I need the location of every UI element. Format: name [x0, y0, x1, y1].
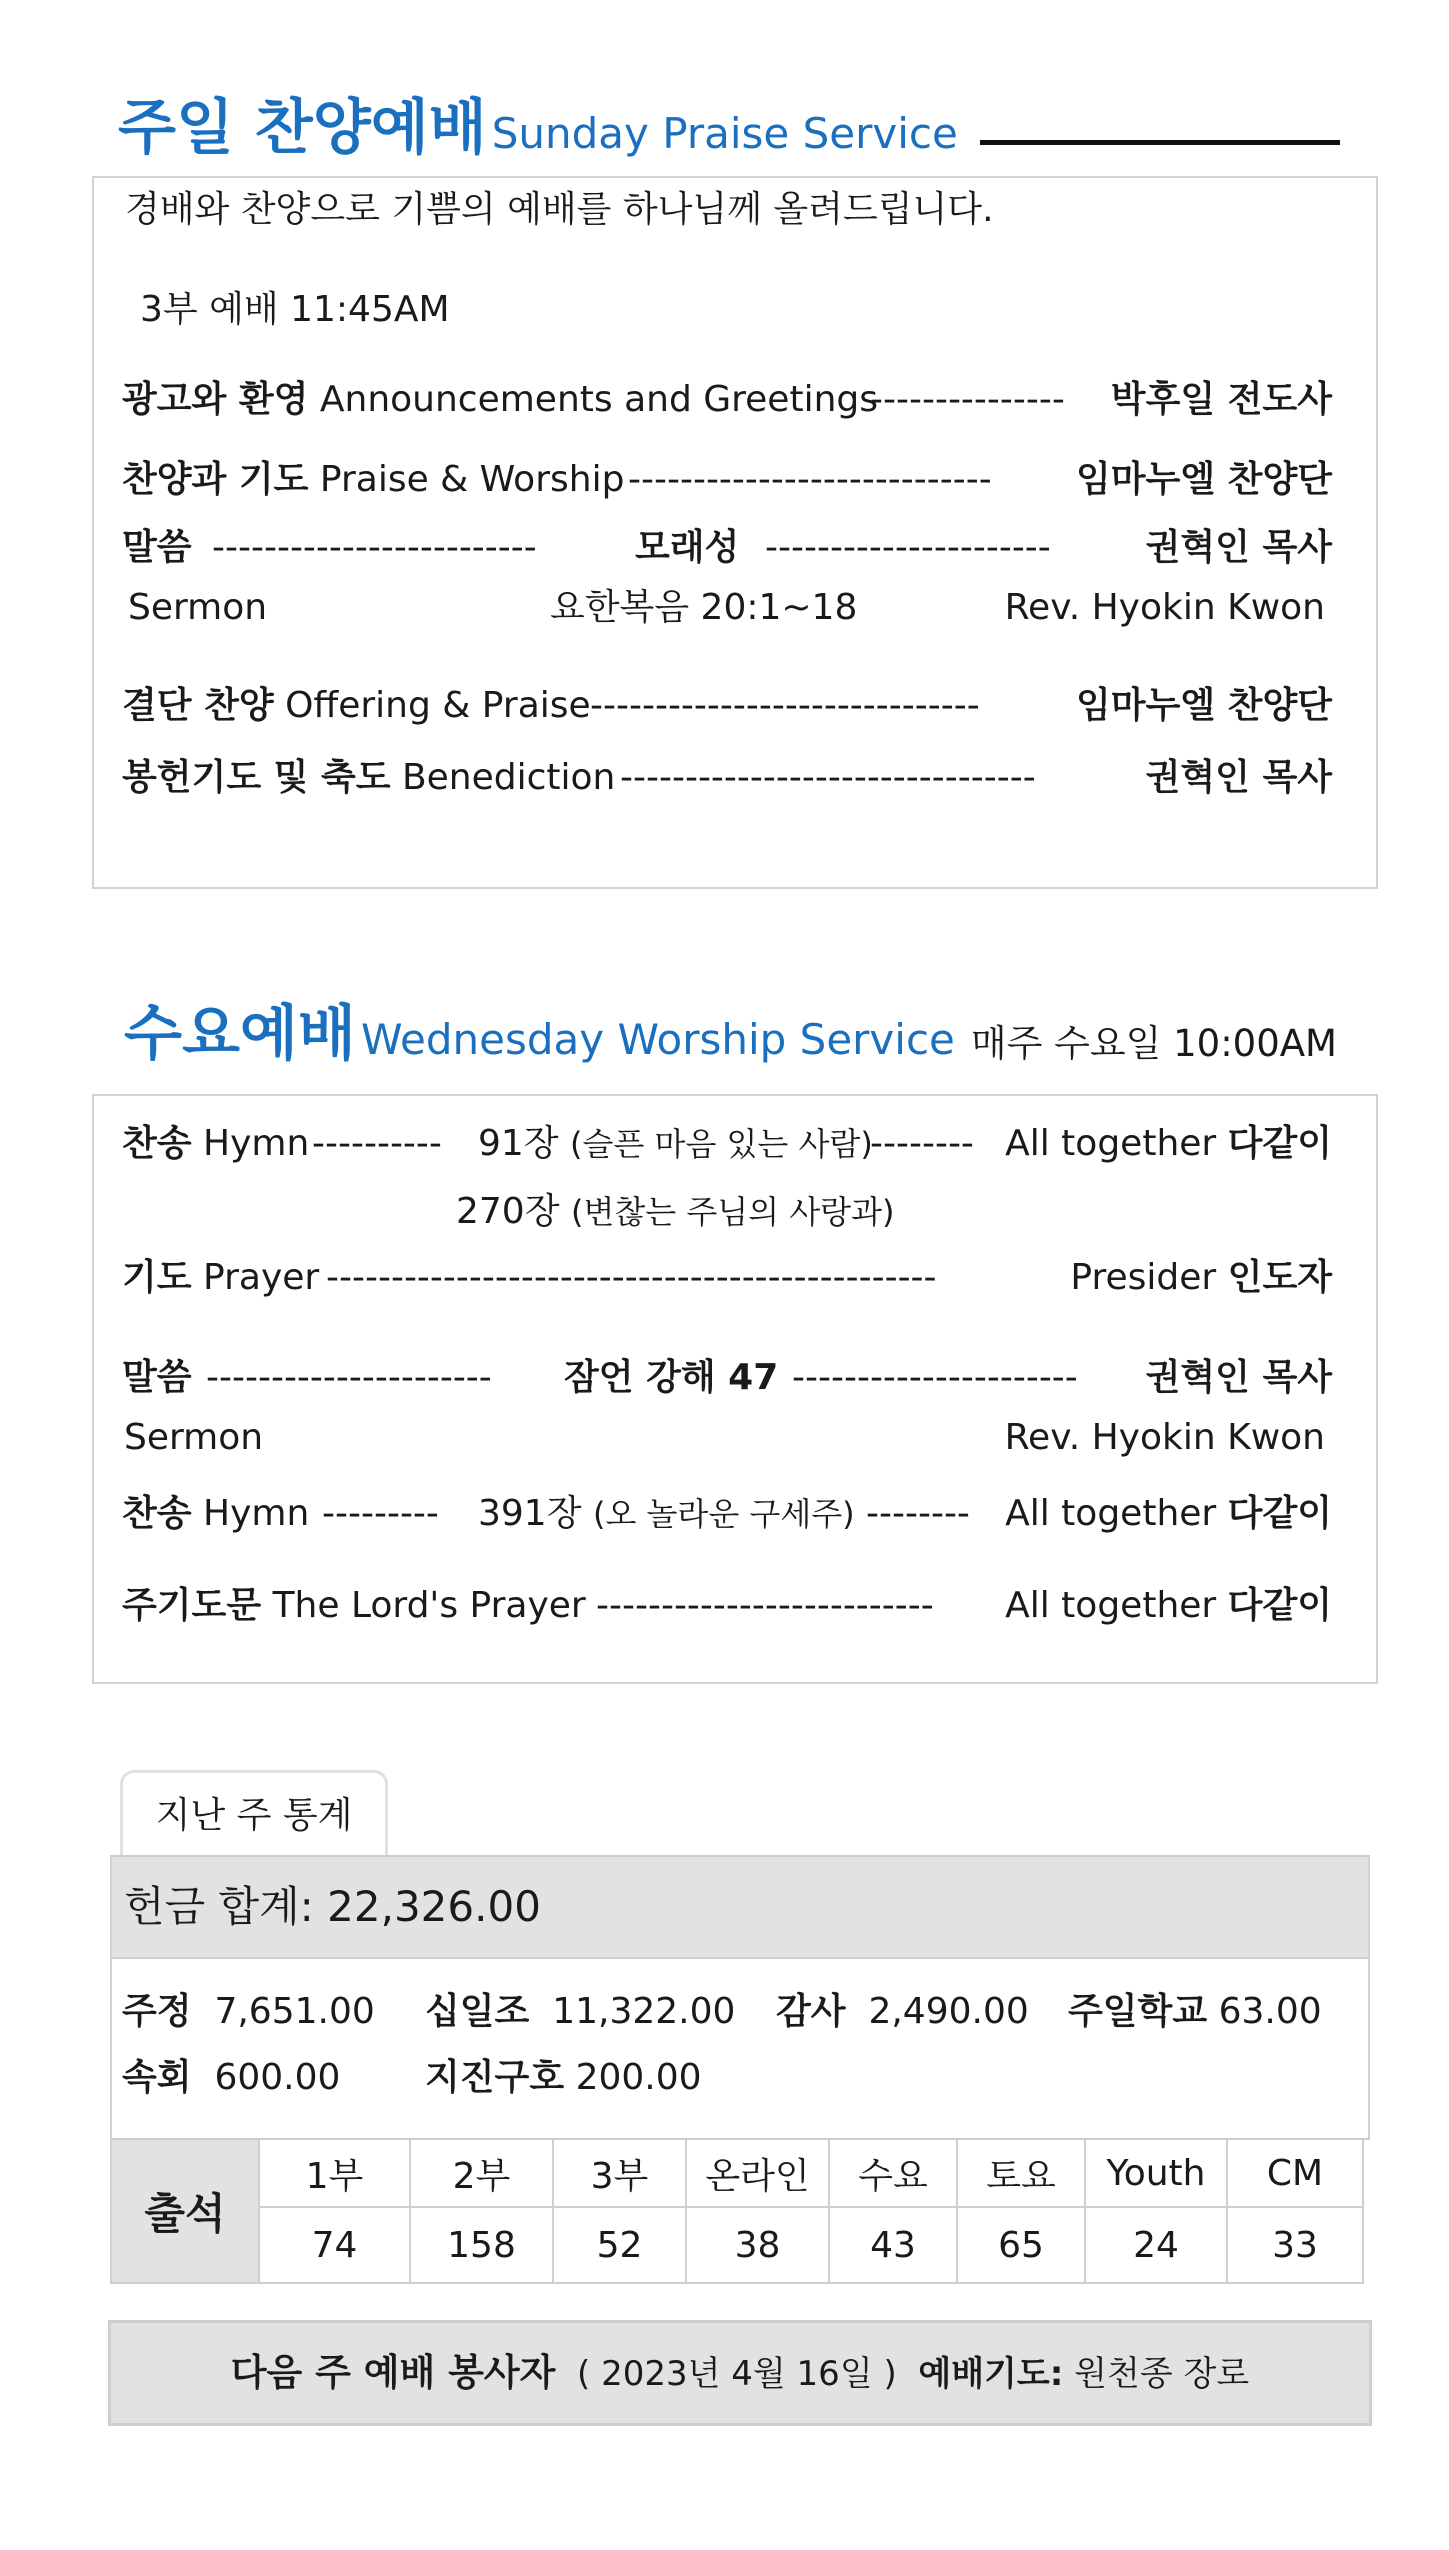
attendance-header: CM [1227, 2139, 1363, 2207]
service-time-text: 3부 예배 11:45AM [140, 289, 450, 330]
leader-en: Rev. Hyokin Kwon [1004, 1417, 1325, 1458]
total-value: 22,326.00 [327, 1882, 541, 1931]
item-leader: 임마누엘 찬양단 [1076, 459, 1332, 500]
item-ko: 결단 찬양 [122, 685, 274, 726]
leader-en: All together [1005, 1493, 1217, 1534]
next-week-servers [108, 2320, 1372, 2426]
item-leader: 권혁인 목사 [1145, 757, 1332, 798]
attendance-label: 출석 [111, 2139, 259, 2283]
dash-leader: --------------- [870, 379, 1065, 420]
hymn-title: (슬픈 마음 있는 사람) [570, 1125, 873, 1163]
leader-ko: 다같이 [1227, 1123, 1332, 1164]
attendance-value: 158 [410, 2207, 553, 2283]
sermon-en: Sermon [124, 1417, 264, 1458]
wednesday-title-en: Wednesday Worship Service [360, 1015, 955, 1064]
offering-label: 주일학교 [1068, 1991, 1208, 2032]
sermon-en: Sermon [128, 587, 268, 628]
dash-leader: -------- [866, 1493, 970, 1534]
offering-value: 7,651.00 [214, 1991, 375, 2032]
hymn-title: (오 놀라운 구세주) [592, 1495, 855, 1533]
dash-leader: ----------------------------------------------- [326, 1257, 937, 1298]
dash-leader: ------------------------- [212, 527, 537, 568]
leader-ko: 다같이 [1227, 1493, 1332, 1534]
item-en: Offering & Praise [285, 685, 591, 726]
attendance-value: 43 [829, 2207, 957, 2283]
dash-leader: -------------------------------- [620, 757, 1036, 798]
sunday-title-rule [980, 140, 1340, 145]
attendance-header: Youth [1085, 2139, 1227, 2207]
leader-ko: 다같이 [1227, 1585, 1332, 1626]
offering-breakdown [110, 1957, 1370, 2140]
leader-ko: 인도자 [1227, 1257, 1332, 1298]
item-en: Benediction [401, 757, 616, 798]
prayer-label: 예배기도: [918, 2354, 1064, 2394]
dash-leader: ---------------------- [206, 1357, 492, 1398]
attendance-table [110, 2138, 1364, 2284]
item-ko: 찬송 [122, 1123, 192, 1164]
item-ko: 찬양과 기도 [122, 459, 309, 500]
leader-en: Presider [1070, 1257, 1217, 1298]
attendance-header: 2부 [410, 2139, 553, 2207]
offering-label: 감사 [776, 1991, 846, 2032]
schedule-text: 매주 수요일 10:00AM [970, 1022, 1337, 1065]
item-leader: 권혁인 목사 [1145, 527, 1332, 568]
item-leader: 권혁인 목사 [1145, 1357, 1332, 1398]
wednesday-title-ko: 수요예배 [124, 999, 356, 1069]
scripture: 요한복음 20:1~18 [550, 587, 858, 628]
intro-text: 경배와 찬양으로 기쁨의 예배를 하나님께 올려드립니다. [125, 189, 994, 230]
wednesday-section-title [124, 999, 955, 1069]
stats-tab: 지난 주 통계 [120, 1770, 388, 1856]
attendance-header-row [111, 2139, 1363, 2207]
leader-en: All together [1005, 1123, 1217, 1164]
sermon-title: 모래성 [635, 527, 740, 568]
item-ko: 광고와 환영 [122, 379, 309, 420]
offering-value: 63.00 [1218, 1991, 1322, 2032]
dash-leader: --------- [322, 1493, 439, 1534]
offering-label: 십일조 [425, 1991, 530, 2032]
dash-leader: ---------------------------- [628, 459, 992, 500]
next-week-label: 다음 주 예배 봉사자 [230, 2351, 556, 2394]
dash-leader: -------------------------- [596, 1585, 934, 1626]
attendance-value: 74 [259, 2207, 410, 2283]
sunday-title-en: Sunday Praise Service [491, 109, 958, 158]
item-en: Prayer [203, 1257, 320, 1298]
total-label: 헌금 합계: [124, 1882, 314, 1931]
offering-value: 600.00 [214, 2057, 341, 2098]
item-ko: 기도 [122, 1257, 192, 1298]
item-leader: 박후일 전도사 [1110, 379, 1332, 420]
hymn-number: 391장 [478, 1493, 582, 1534]
attendance-value-row [111, 2207, 1363, 2283]
offering-label: 지진구호 [425, 2057, 565, 2098]
attendance-header: 온라인 [686, 2139, 829, 2207]
leader-en: Rev. Hyokin Kwon [1004, 587, 1325, 628]
item-en: Announcements and Greetings [319, 379, 878, 420]
attendance-value: 33 [1227, 2207, 1363, 2283]
hymn-number: 91장 [478, 1123, 559, 1164]
attendance-header: 1부 [259, 2139, 410, 2207]
attendance-value: 65 [957, 2207, 1085, 2283]
item-ko: 말씀 [122, 527, 192, 568]
attendance-header: 토요 [957, 2139, 1085, 2207]
attendance-value: 38 [686, 2207, 829, 2283]
offering-total-bar [110, 1855, 1370, 1959]
next-week-date: ( 2023년 4월 16일 ) [577, 2354, 897, 2394]
item-ko: 주기도문 [122, 1585, 262, 1626]
dash-leader: ---------------------- [792, 1357, 1078, 1398]
leader-en: All together [1005, 1585, 1217, 1626]
prayer-name: 원천종 장로 [1074, 2354, 1250, 2394]
sermon-title: 잠언 강해 47 [564, 1357, 779, 1398]
dash-leader: ---------- [312, 1123, 442, 1164]
offering-label: 주정 [122, 1991, 192, 2032]
offering-total [124, 1857, 541, 1957]
attendance-header: 수요 [829, 2139, 957, 2207]
item-en: Hymn [203, 1493, 310, 1534]
sunday-section-title [118, 93, 958, 163]
offering-value: 11,322.00 [552, 1991, 736, 2032]
item-en: Hymn [203, 1123, 310, 1164]
item-ko: 말씀 [122, 1357, 192, 1398]
item-leader: 임마누엘 찬양단 [1076, 685, 1332, 726]
hymn-number: 270장 [456, 1191, 560, 1232]
item-ko: 봉헌기도 및 축도 [122, 757, 391, 798]
offering-label: 속회 [122, 2057, 192, 2098]
offering-value: 200.00 [575, 2057, 702, 2098]
dash-leader: ------------------------------ [590, 685, 980, 726]
offering-value: 2,490.00 [868, 1991, 1029, 2032]
item-ko: 찬송 [122, 1493, 192, 1534]
item-en: The Lord's Prayer [272, 1585, 586, 1626]
attendance-value: 52 [553, 2207, 686, 2283]
sunday-title-ko: 주일 찬양예배 [118, 93, 487, 163]
attendance-value: 24 [1085, 2207, 1227, 2283]
attendance-header: 3부 [553, 2139, 686, 2207]
hymn-title: (변찮는 주님의 사랑과) [570, 1193, 895, 1231]
dash-leader: -------- [870, 1123, 974, 1164]
dash-leader: ---------------------- [765, 527, 1051, 568]
item-en: Praise & Worship [319, 459, 625, 500]
